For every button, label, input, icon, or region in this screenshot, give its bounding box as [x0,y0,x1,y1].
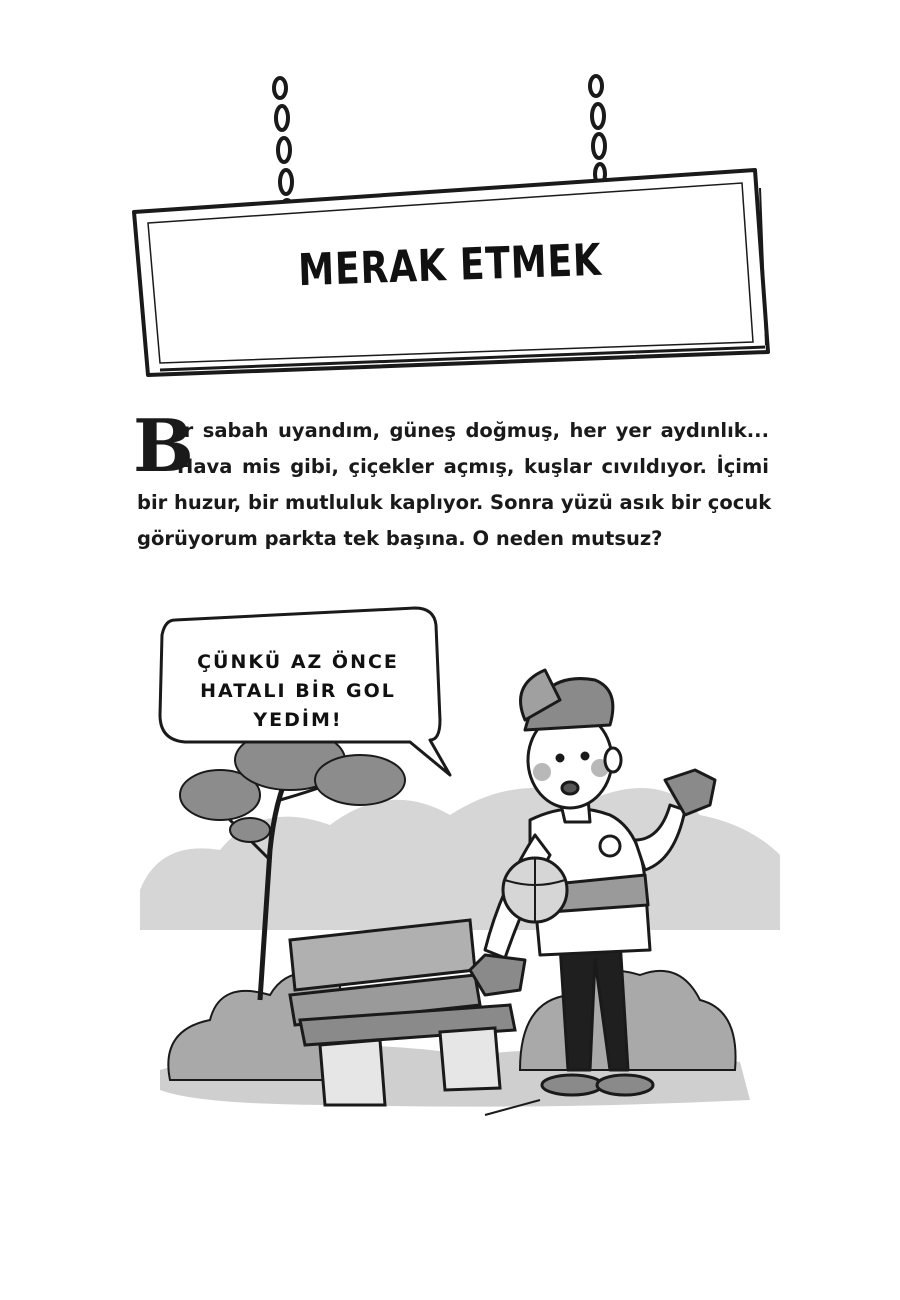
hanging-sign [120,70,780,390]
speech-bubble-text [168,648,428,735]
left-chain [274,78,292,216]
paragraph-line: bir huzur, bir mutluluk kaplıyor. Sonra yüzü asık bir çocuk [137,491,772,514]
paragraph-line: Hava mis gibi, çiçekler açmış, kuşlar cıvıldıyor. İçimi [177,455,769,478]
page-title: MERAK ETMEK [297,234,603,297]
drop-cap: B [133,403,194,488]
paragraph-line: görüyorum parkta tek başına. O neden mutsuz? [137,527,663,550]
speech-line: HATALI BİR GOL YEDİM! [200,680,396,731]
right-chain [590,76,605,184]
speech-line: ÇÜNKÜ AZ ÖNCE [197,651,399,673]
paragraph-line: ir sabah uyandım, güneş doğmuş, her yer aydınlık... [177,419,769,442]
story-paragraph [137,413,772,557]
